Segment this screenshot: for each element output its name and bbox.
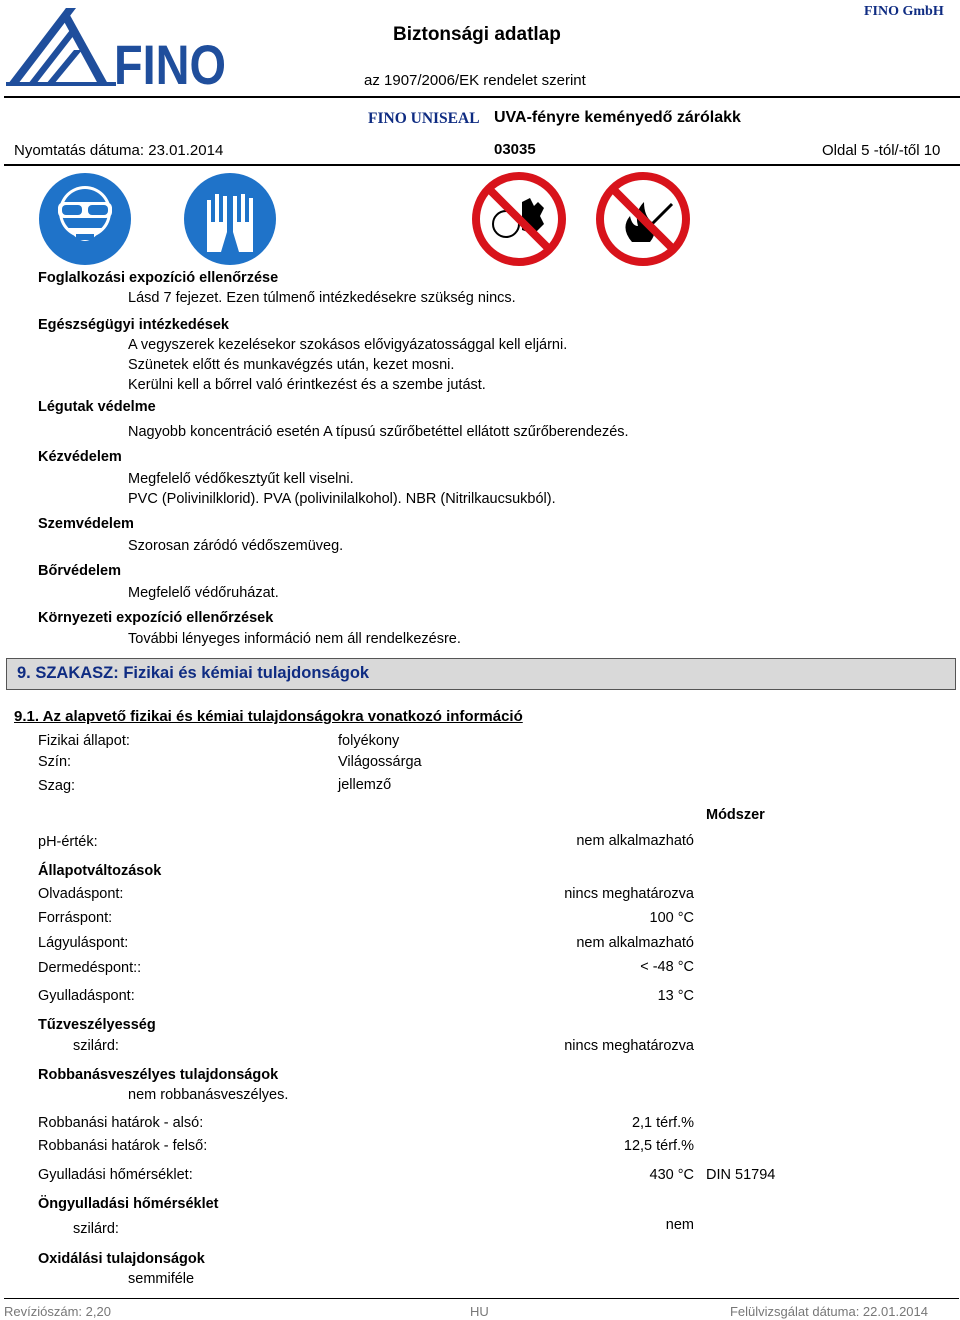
- no-flame-icon: [596, 172, 690, 266]
- self-ignition-solid-label: szilárd:: [73, 1221, 119, 1237]
- flash-point-label: Gyulladáspont:: [38, 988, 135, 1004]
- freezing-point-label: Dermedéspont::: [38, 960, 142, 976]
- occupational-exposure-text: Lásd 7 fejezet. Ezen túlmenő intézkedésekre szükség nincs.: [128, 290, 516, 306]
- hand-protection-title: Kézvédelem: [38, 449, 122, 465]
- melting-point-value: nincs meghatározva: [564, 886, 694, 902]
- eye-protection-title: Szemvédelem: [38, 516, 134, 532]
- ph-label: pH-érték:: [38, 834, 98, 850]
- section-9-header: [6, 658, 956, 690]
- product-code: 03035: [494, 141, 536, 158]
- color-label: Szín:: [38, 754, 72, 770]
- skin-protection-text: Megfelelő védőruházat.: [128, 585, 279, 601]
- revision-number: Revíziószám: 2,20: [4, 1304, 111, 1319]
- ignition-temperature-label: Gyulladási hőmérséklet:: [38, 1167, 193, 1183]
- softening-point-label: Lágyuláspont:: [38, 935, 129, 951]
- melting-point-label: Olvadáspont:: [38, 886, 124, 902]
- oxidizing-properties-text: semmiféle: [128, 1271, 195, 1287]
- respiratory-title: Légutak védelme: [38, 399, 156, 415]
- ignition-temperature-method: DIN 51794: [706, 1167, 776, 1183]
- oxidizing-properties-title: Oxidálási tulajdonságok: [38, 1251, 205, 1267]
- flammability-title: Tűzveszélyesség: [38, 1017, 156, 1033]
- eye-protection-text: Szorosan záródó védőszemüveg.: [128, 538, 344, 554]
- physical-state-value: folyékony: [338, 733, 400, 749]
- freezing-point-value: < -48 °C: [640, 959, 694, 975]
- softening-point-value: nem alkalmazható: [576, 935, 694, 951]
- method-column-header: Módszer: [706, 807, 765, 823]
- no-touch-icon: [472, 172, 566, 266]
- upper-explosion-limit-value: 12,5 térf.%: [623, 1138, 694, 1154]
- phase-change-title: Állapotváltozások: [38, 863, 162, 879]
- footer-rule: [4, 1298, 959, 1299]
- lower-explosion-limit-value: 2,1 térf.%: [631, 1115, 694, 1131]
- hand-protection-line: Megfelelő védőkesztyűt kell viselni.: [128, 471, 354, 487]
- print-date: Nyomtatás dátuma: 23.01.2014: [14, 142, 224, 159]
- goggles-mask-icon: [38, 172, 132, 266]
- environmental-exposure-text: További lényeges információ nem áll rendelkezésre.: [128, 631, 461, 647]
- fino-logo: [6, 4, 228, 96]
- flammability-solid-value: nincs meghatározva: [564, 1038, 694, 1054]
- brand-name: FINO UNISEAL: [368, 110, 480, 127]
- environmental-exposure-title: Környezeti expozíció ellenőrzések: [38, 610, 274, 626]
- ph-value: nem alkalmazható: [576, 833, 694, 849]
- self-ignition-solid-value: nem: [665, 1217, 694, 1233]
- flammability-solid-label: szilárd:: [73, 1038, 119, 1054]
- page-number: Oldal 5 -tól/-től 10: [822, 142, 941, 159]
- hygiene-line: A vegyszerek kezelésekor szokásos elővigyázatossággal kell eljárni.: [128, 337, 568, 353]
- document-title: Biztonsági adatlap: [393, 24, 561, 45]
- lower-explosion-limit-label: Robbanási határok - alsó:: [38, 1115, 204, 1131]
- self-ignition-title: Öngyulladási hőmérséklet: [38, 1196, 219, 1212]
- language-code: HU: [470, 1304, 489, 1319]
- review-date: Felülvizsgálat dátuma: 22.01.2014: [729, 1304, 928, 1319]
- subsection-9-1-title: 9.1. Az alapvető fizikai és kémiai tulajdonságokra vonatkozó információ: [14, 708, 523, 725]
- hygiene-title: Egészségügyi intézkedések: [38, 317, 229, 333]
- hand-protection-line: PVC (Polivinilklorid). PVA (polivinilalkohol). NBR (Nitrilkaucsukból).: [128, 491, 556, 507]
- odor-value: jellemző: [338, 777, 392, 793]
- physical-state-label: Fizikai állapot:: [38, 733, 130, 749]
- svg-text:FINO: FINO: [114, 33, 226, 96]
- occupational-exposure-title: Foglalkozási expozíció ellenőrzése: [38, 270, 279, 286]
- hygiene-line: Szünetek előtt és munkavégzés után, kezet mosni.: [128, 357, 455, 373]
- header-rule: [4, 96, 960, 98]
- skin-protection-title: Bőrvédelem: [38, 563, 122, 579]
- boiling-point-value: 100 °C: [649, 910, 694, 926]
- regulation-text: az 1907/2006/EK rendelet szerint: [364, 72, 586, 89]
- header-bottom-rule: [4, 164, 960, 166]
- section-9-title: 9. SZAKASZ: Fizikai és kémiai tulajdonságok: [17, 664, 370, 682]
- product-name: UVA-fényre keményedő zárólakk: [494, 109, 741, 126]
- explosive-properties-title: Robbanásveszélyes tulajdonságok: [38, 1067, 279, 1083]
- odor-label: Szag:: [38, 778, 76, 794]
- color-value: Világossárga: [338, 754, 422, 770]
- ignition-temperature-value: 430 °C: [649, 1167, 694, 1183]
- respiratory-text: Nagyobb koncentráció esetén A típusú szűrőbetéttel ellátott szűrőberendezés.: [128, 424, 629, 440]
- company-name: FINO GmbH: [864, 4, 944, 19]
- explosive-properties-text: nem robbanásveszélyes.: [128, 1087, 289, 1103]
- boiling-point-label: Forráspont:: [38, 910, 113, 926]
- hygiene-line: Kerülni kell a bőrrel való érintkezést és a szembe jutást.: [128, 377, 486, 393]
- flash-point-value: 13 °C: [657, 988, 694, 1004]
- gloves-icon: [183, 172, 277, 266]
- upper-explosion-limit-label: Robbanási határok - felső:: [38, 1138, 208, 1154]
